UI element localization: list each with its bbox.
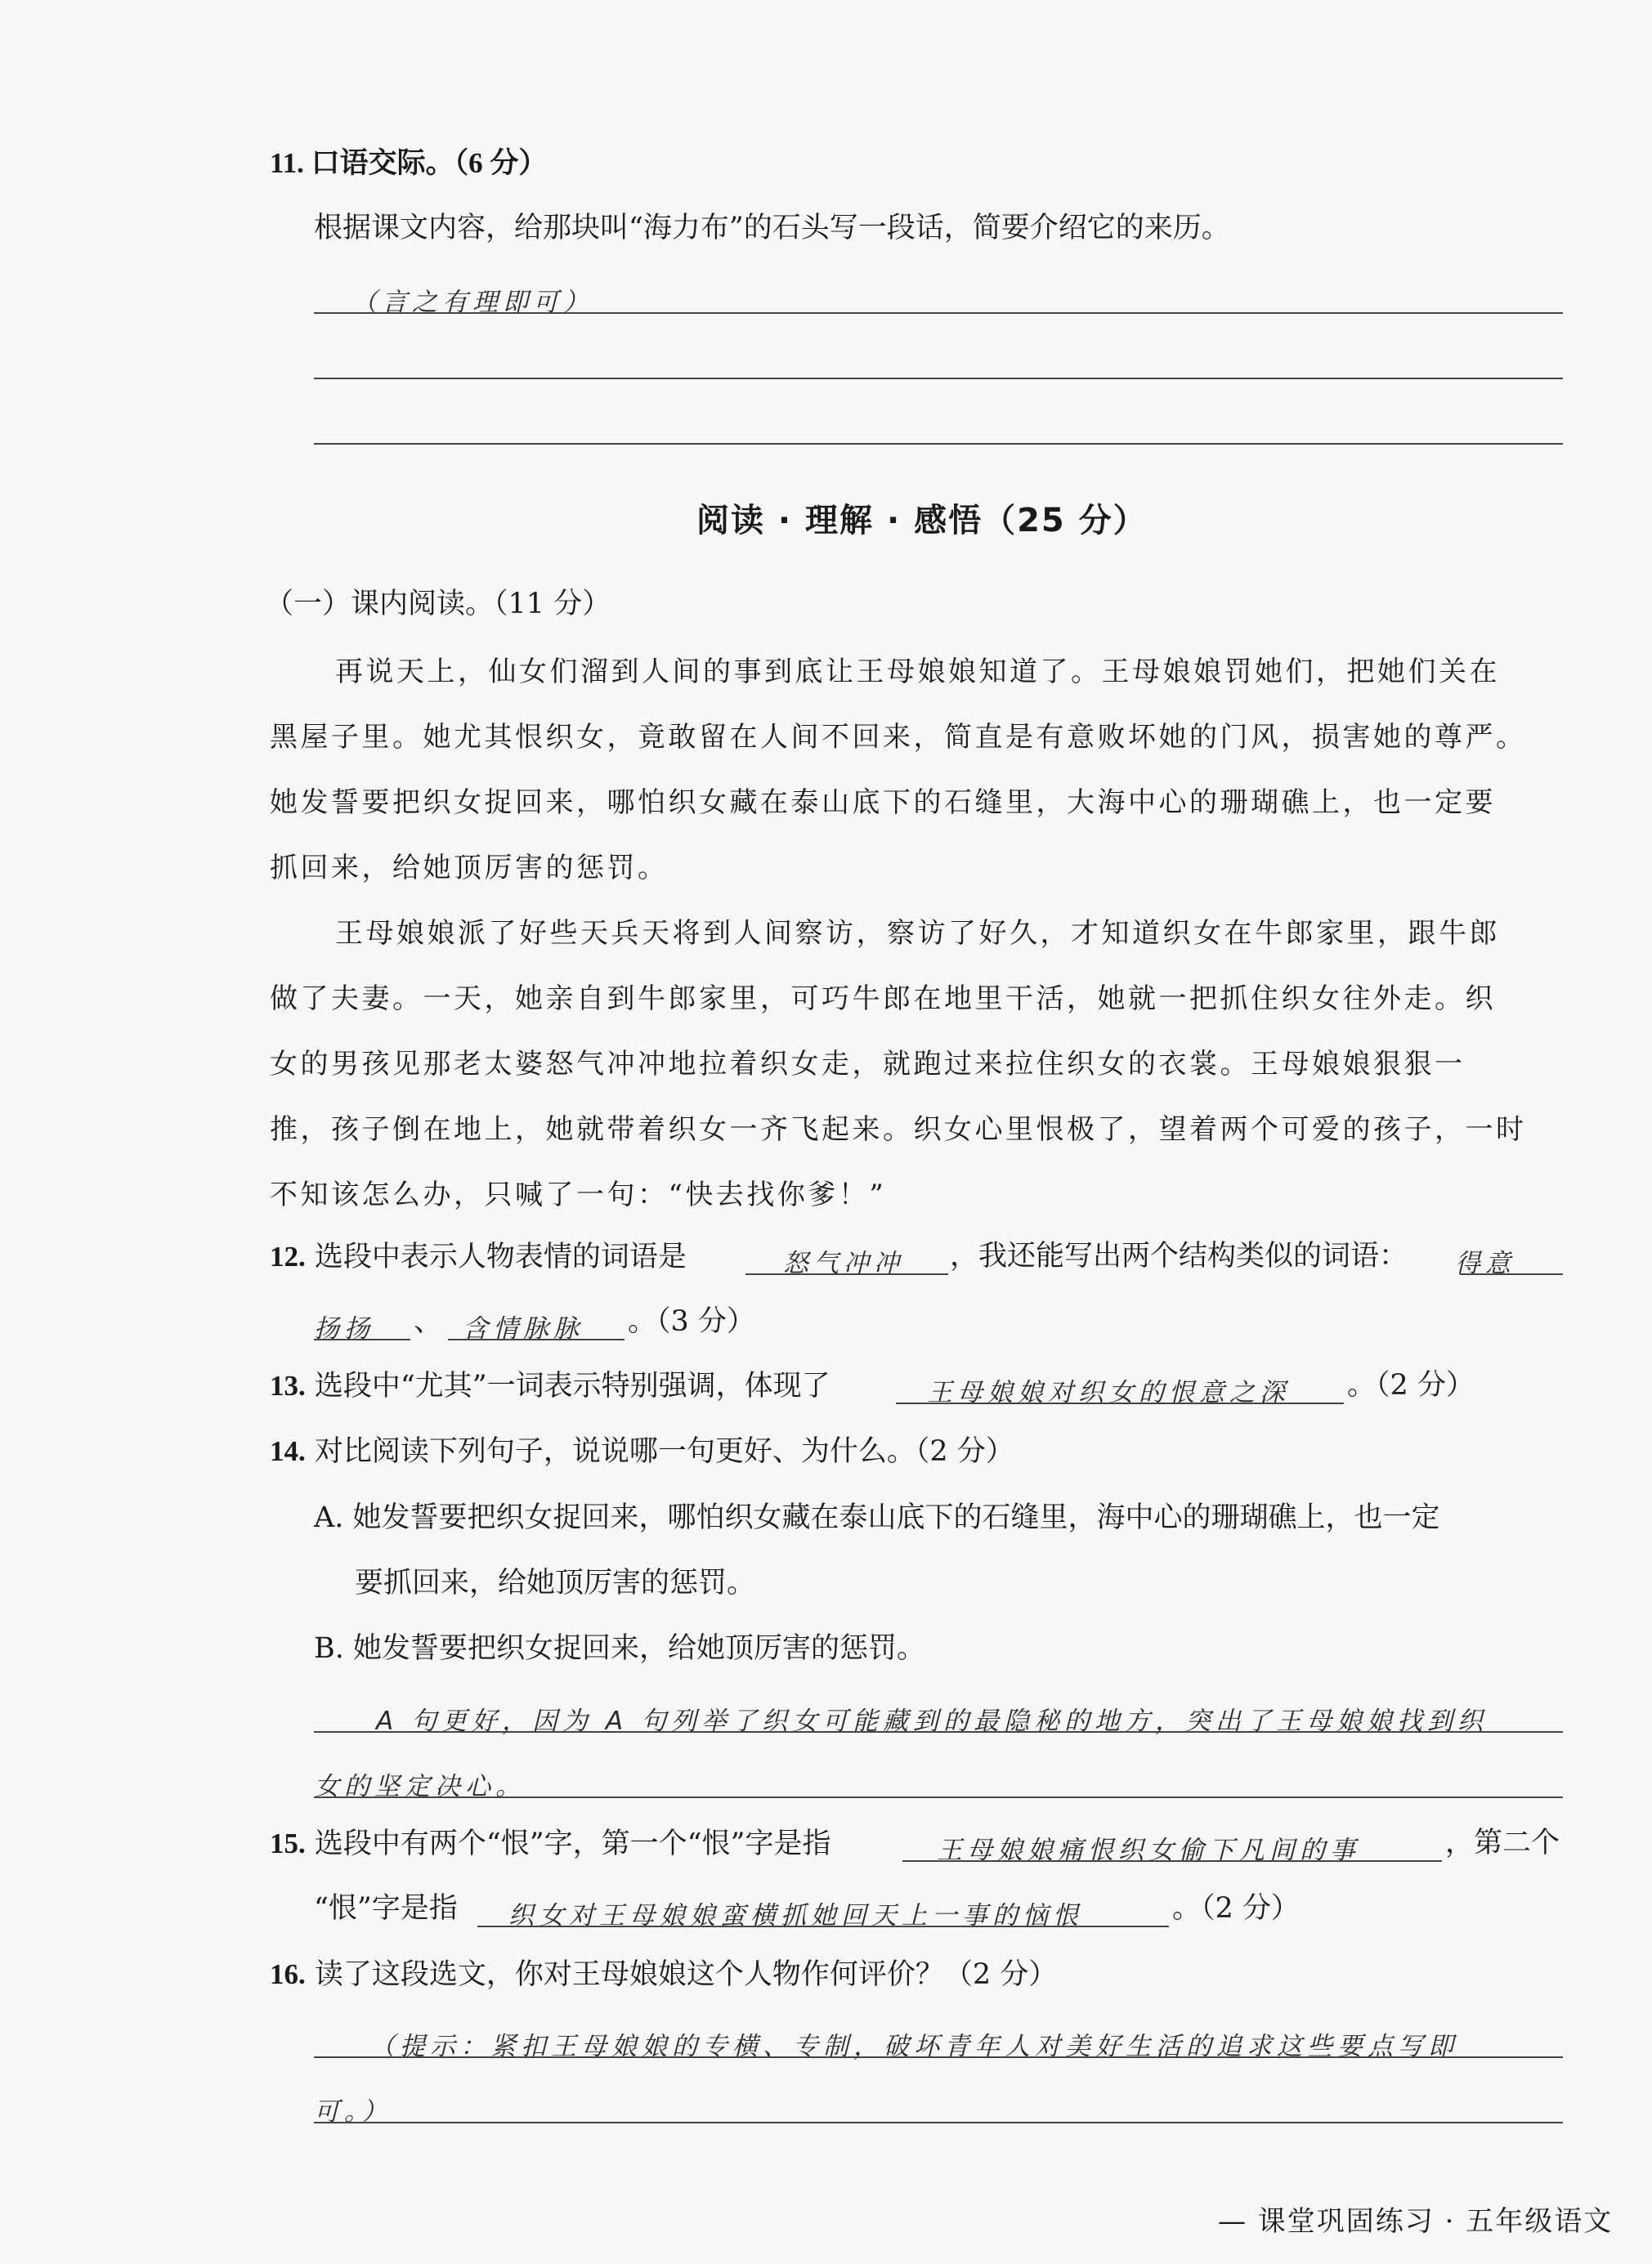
q15-text-a: 选段中有两个“恨”字，第一个“恨”字是指	[314, 1828, 831, 1860]
q14-option-b: B. 她发誓要把织女捉回来，给她顶厉害的惩罚。	[314, 1632, 925, 1665]
q14-text: 对比阅读下列句子，说说哪一句更好、为什么。（2 分）	[314, 1435, 1014, 1468]
passage-line: 女的男孩见那老太婆怒气冲冲地拉着织女走，就跑过来拉住织女的衣裳。王母娘娘狠狠一	[270, 1048, 1466, 1081]
passage-line: 抓回来，给她顶厉害的惩罚。	[270, 852, 669, 884]
q12-text-a: 选段中表示人物表情的词语是	[314, 1241, 687, 1273]
q12-answer-3: 含情脉脉	[463, 1314, 584, 1344]
q14-option-a-line1: A. 她发誓要把织女捉回来，哪怕织女藏在泰山底下的石缝里，海中心的珊瑚礁上，也一定	[314, 1501, 1440, 1534]
q15-num: 15.	[270, 1828, 306, 1859]
q12-text-b: ，我还能写出两个结构类似的词语：	[950, 1240, 1408, 1273]
q14-answer-line1: A 句更好，因为 A 句列举了织女可能藏到的最隐秘的地方，突出了王母娘娘找到织	[376, 1707, 1488, 1736]
q12-blank-3	[448, 1339, 625, 1340]
q11-title-text: 11. 口语交际。（6 分）	[270, 147, 548, 179]
q13-num: 13.	[270, 1370, 306, 1402]
q16-answer-line1: （提示：紧扣王母娘娘的专横、专制，破坏青年人对美好生活的追求这些要点写即	[369, 2032, 1458, 2061]
page-footer: — 课堂巩固练习 · 五年级语文	[1218, 2205, 1614, 2238]
q15-tail: 。（2 分）	[1172, 1892, 1300, 1925]
q12-blank-1	[745, 1273, 948, 1275]
q15-blank-1	[902, 1860, 1442, 1862]
q16-text: 读了这段选文，你对王母娘娘这个人物作何评价？（2 分）	[314, 1958, 1058, 1991]
q12-line1	[270, 1242, 687, 1272]
q14-line	[270, 1437, 1014, 1466]
q12-blank-2b	[314, 1339, 410, 1340]
section-title: 阅读 · 理解 · 感悟（25 分）	[696, 502, 1148, 539]
answer-line-1	[314, 312, 1563, 314]
q15-text-b: ，第二个	[1445, 1827, 1560, 1859]
q12-sep: 、	[414, 1305, 443, 1338]
q16-num: 16.	[270, 1958, 306, 1990]
q12-tail: 。（3 分）	[628, 1305, 755, 1338]
reading-heading: （一）课内阅读。（11 分）	[265, 588, 611, 620]
passage-line: 再说天上，仙女们溜到人间的事到底让王母娘娘知道了。王母娘娘罚她们，把她们关在	[335, 655, 1500, 688]
q12-answer-2a: 得意	[1455, 1249, 1515, 1278]
q13-text-a: 选段中“尤其”一词表示特别强调，体现了	[314, 1370, 830, 1403]
passage-line: 推，孩子倒在地上，她就带着织女一齐飞起来。织女心里恨极了，望着两个可爱的孩子，一时	[270, 1113, 1527, 1146]
q14-answer-line2: 女的坚定决心。	[314, 1772, 526, 1801]
q15-line1	[270, 1829, 830, 1859]
answer-line-2	[314, 378, 1563, 379]
q11-answer: （言之有理即可）	[351, 288, 593, 317]
q12-blank-2a	[1460, 1273, 1563, 1275]
passage-line: 她发誓要把织女捉回来，哪怕织女藏在泰山底下的石缝里，大海中心的珊瑚礁上，也一定要	[270, 786, 1496, 819]
q12-answer-1: 怒气冲冲	[783, 1249, 904, 1278]
q15-answer-1: 王母娘娘痛恨织女偷下凡间的事	[937, 1836, 1360, 1865]
q16-answer-rule-2	[314, 2122, 1563, 2123]
q11-title	[270, 149, 547, 178]
passage-line: 黑屋子里。她尤其恨织女，竟敢留在人间不回来，简直是有意败坏她的门风，损害她的尊严。	[270, 721, 1527, 754]
passage-line: 做了夫妻。一天，她亲自到牛郎家里，可巧牛郎在地里干活，她就一把抓住织女往外走。织	[270, 982, 1496, 1015]
q15-answer-2: 织女对王母娘娘蛮横抓她回天上一事的恼恨	[508, 1901, 1083, 1931]
passage-line: 王母娘娘派了好些天兵天将到人间察访，察访了好久，才知道织女在牛郎家里，跟牛郎	[335, 917, 1500, 950]
q14-num: 14.	[270, 1435, 306, 1467]
q12-answer-2b: 扬扬	[314, 1314, 374, 1344]
q14-option-a-line2: 要抓回来，给她顶厉害的惩罚。	[355, 1567, 756, 1600]
q13-answer: 王母娘娘对织女的恨意之深	[927, 1378, 1290, 1407]
q13-tail: 。（2 分）	[1347, 1369, 1475, 1402]
q16-line	[270, 1960, 1057, 1989]
q11-prompt: 根据课文内容，给那块叫“海力布”的石头写一段话，简要介绍它的来历。	[314, 212, 1230, 244]
q15-text-c: “恨”字是指	[314, 1892, 458, 1925]
q16-answer-line2: 可。）	[314, 2097, 392, 2127]
passage-line: 不知该怎么办，只喊了一句：“快去找你爹！”	[270, 1179, 887, 1211]
q13-blank	[896, 1403, 1344, 1404]
q14-answer-rule-1	[314, 1731, 1563, 1733]
q13-line	[270, 1371, 830, 1401]
q16-answer-rule-1	[314, 2056, 1563, 2058]
answer-line-3	[314, 443, 1563, 445]
q12-num: 12.	[270, 1241, 306, 1273]
q14-answer-rule-2	[314, 1796, 1563, 1798]
q15-blank-2	[477, 1926, 1169, 1927]
